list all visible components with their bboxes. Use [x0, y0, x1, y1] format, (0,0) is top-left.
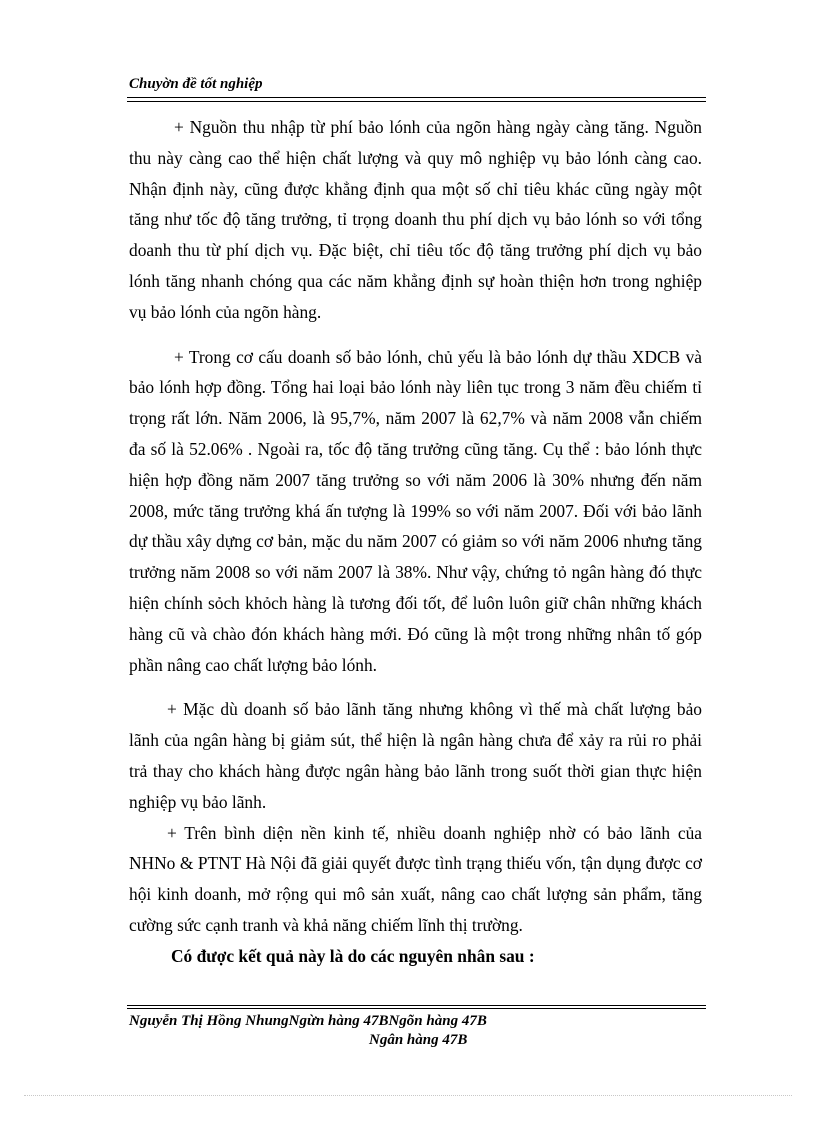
paragraph-guarantee-structure: + Trong cơ cấu doanh số bảo lónh, chủ yếu là bảo lónh dự thầu XDCB và bảo lónh hợp đồng. Tổng hai loại bảo lónh này liên tục trong 3 năm đều chiếm tỉ trọng rất lớn. Năm 2006, là 95,7%, năm 2007 là 62,7% và năm 2008 vẫn chiếm đa số là 52.06% . Ngoài ra, tốc độ tăng trưởng cũng tăng. Cụ thể : bảo lónh thực hiện hợp đồng năm 2007 tăng trưởng so với năm 2006 là 30% nhưng đến năm 2008, mức tăng trưởng khá ấn tượng là 199% so với năm 2007. Đối với bảo lãnh dự thầu xây dựng cơ bản, mặc du năm 2007 có giảm so với năm 2006 nhưng tăng trưởng năm 2008 so với năm 2007 là 38%. Như vậy, chứng tỏ ngân hàng đó thực hiện chính sỏch khỏch hàng là tương đối tốt, để luôn luôn giữ chân những khách hàng cũ và chào đón khách hàng mới. Đó cũng là một trong những nhân tố góp phần nâng cao chất lượng bảo lónh.	[129, 346, 702, 675]
header-rule-thin	[127, 101, 706, 102]
paragraph-guarantee-quality: + Mặc dù doanh số bảo lãnh tăng nhưng không vì thế mà chất lượng bảo lãnh của ngân hàng bị giảm sút, thể hiện là ngân hàng chưa để xảy ra rủi ro phải trả thay cho khách hàng được ngân hàng bảo lãnh trong suốt thời gian thực hiện nghiệp vụ bảo lãnh.	[129, 699, 702, 812]
footer-class-line: Ngân hàng 47B	[369, 1032, 468, 1048]
footer-rule-thin	[127, 1005, 706, 1006]
footer-author-line: Nguyễn Thị Hồng NhungNgừn hàng 47BNgõn hàng 47B	[129, 1013, 487, 1029]
body-text	[129, 112, 702, 972]
paragraph-conclusion: Có được kết quả này là do các nguyên nhân sau :	[171, 945, 535, 966]
paragraph-fee-income: + Nguồn thu nhập từ phí bảo lónh của ngõn hàng ngày càng tăng. Nguồn thu này càng cao thể hiện chất lượng và quy mô nghiệp vụ bảo lónh càng cao. Nhận định này, cũng được khẳng định qua một số chỉ tiêu khác cũng ngày một tăng như tốc độ tăng trưởng, tỉ trọng doanh thu phí dịch vụ bảo lónh so với tổng doanh thu từ phí dịch vụ. Đặc biệt, chỉ tiêu tốc độ tăng trưởng phí dịch vụ bảo lónh tăng nhanh chóng qua các năm khẳng định sự hoàn thiện hơn trong nghiệp vụ bảo lónh của ngõn hàng.	[129, 117, 702, 322]
page-footer	[129, 1012, 702, 1050]
footer-rule-thick	[127, 1008, 706, 1009]
header-rule-thick	[127, 97, 706, 98]
paragraph-economy-impact: + Trên bình diện nền kinh tế, nhiều doanh nghiệp nhờ có bảo lãnh của NHNo & PTNT Hà Nội đã giải quyết được tình trạng thiếu vốn, tận dụng được cơ hội kinh doanh, mở rộng qui mô sản xuất, nâng cao chất lượng sản phẩm, tăng cường sức cạnh tranh và khả năng chiếm lĩnh thị trường.	[129, 822, 702, 935]
page-bottom-divider	[24, 1095, 792, 1096]
page-header-title: Chuyờn đề tốt nghiệp	[129, 76, 263, 92]
